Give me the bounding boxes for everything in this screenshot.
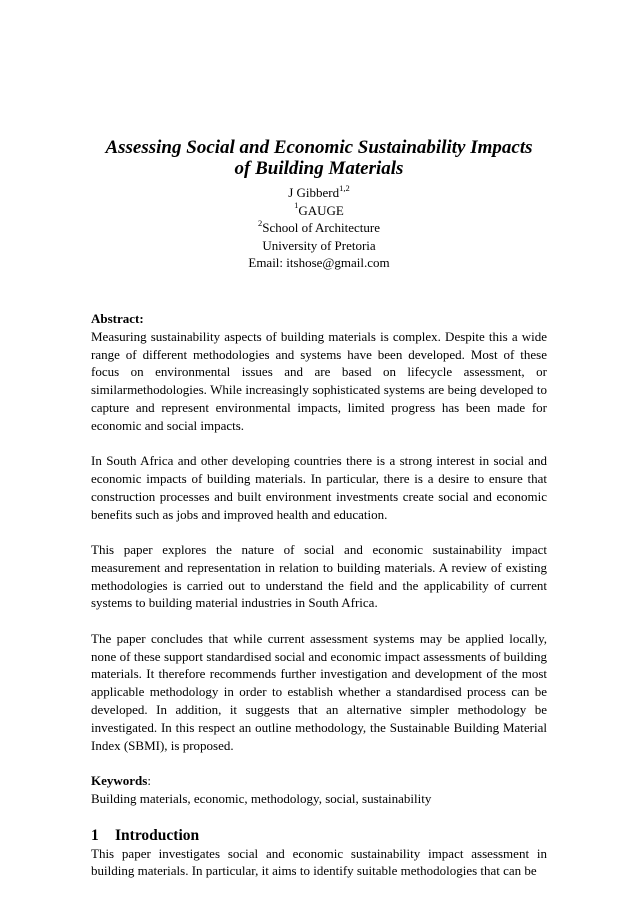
abstract-heading: Abstract: xyxy=(91,311,144,326)
abstract-paragraph-4: The paper concludes that while current assessment systems may be applied locally, none of these support standardised social and economic impact assessments of building materials. It therefore recommends further investigation and development of the most applicable methodology in order to establish whether a standardised process can be developed. In addition, it suggests that an alternative simpler methodology be investigated. In this respect an outline methodology, the Sustainable Building Material Index (SBMI), is proposed. xyxy=(91,630,547,753)
keywords-heading xyxy=(91,772,547,790)
abstract-paragraph-1: Measuring sustainability aspects of building materials is complex. Despite this a wide range of different methodologies and systems have been developed. Most of these focus on environmental issues and are based on lifecycle assessment, or similarmethodologies. While increasingly sophisticated systems are being developed to capture and represent environmental impacts, limited progress has been made for economic and social impacts. xyxy=(91,328,547,433)
section-heading-introduction xyxy=(91,827,547,845)
abstract-paragraph-2: In South Africa and other developing countries there is a strong interest in social and economic impacts of building materials. In particular, there is a desire to ensure that construction processes and built environment investments create social and economic benefits such as jobs and improved health and education. xyxy=(91,453,547,522)
affiliation-3: University of Pretoria xyxy=(262,237,376,253)
affiliation-1 xyxy=(0,202,638,220)
paper-title xyxy=(70,137,568,179)
affiliation-1-marker: 1 xyxy=(294,200,299,211)
keywords-colon: : xyxy=(147,772,151,788)
affiliation-1-name: GAUGE xyxy=(298,202,344,218)
section-number: 1 xyxy=(91,826,99,844)
author-affiliation-marker: 1,2 xyxy=(339,182,350,193)
author-email: Email: itshose@gmail.com xyxy=(248,255,390,271)
author-name-line xyxy=(0,184,638,202)
affiliation-2-name: School of Architecture xyxy=(262,220,380,236)
title-line-1: Assessing Social and Economic Sustainability Impacts xyxy=(105,137,533,158)
section-title: Introduction xyxy=(115,826,200,844)
keywords-label: Keywords xyxy=(91,772,148,788)
affiliation-2 xyxy=(0,219,638,237)
abstract-paragraph-3: This paper explores the nature of social and economic sustainability impact measurement and representation in relation to building materials. A review of existing methodologies is carried out to understand the field and the applicability of current systems to building material industries in South Africa. xyxy=(91,541,547,611)
paper-body xyxy=(91,310,547,880)
author-name: J Gibberd xyxy=(288,185,340,200)
keywords-list: Building materials, economic, methodology, social, sustainability xyxy=(91,790,432,806)
title-line-2: of Building Materials xyxy=(234,158,404,179)
introduction-paragraph: This paper investigates social and economic sustainability impact assessment in building materials. In particular, it aims to identify suitable methodologies that can be xyxy=(91,845,547,879)
author-block xyxy=(0,184,638,272)
affiliation-2-marker: 2 xyxy=(258,217,263,228)
